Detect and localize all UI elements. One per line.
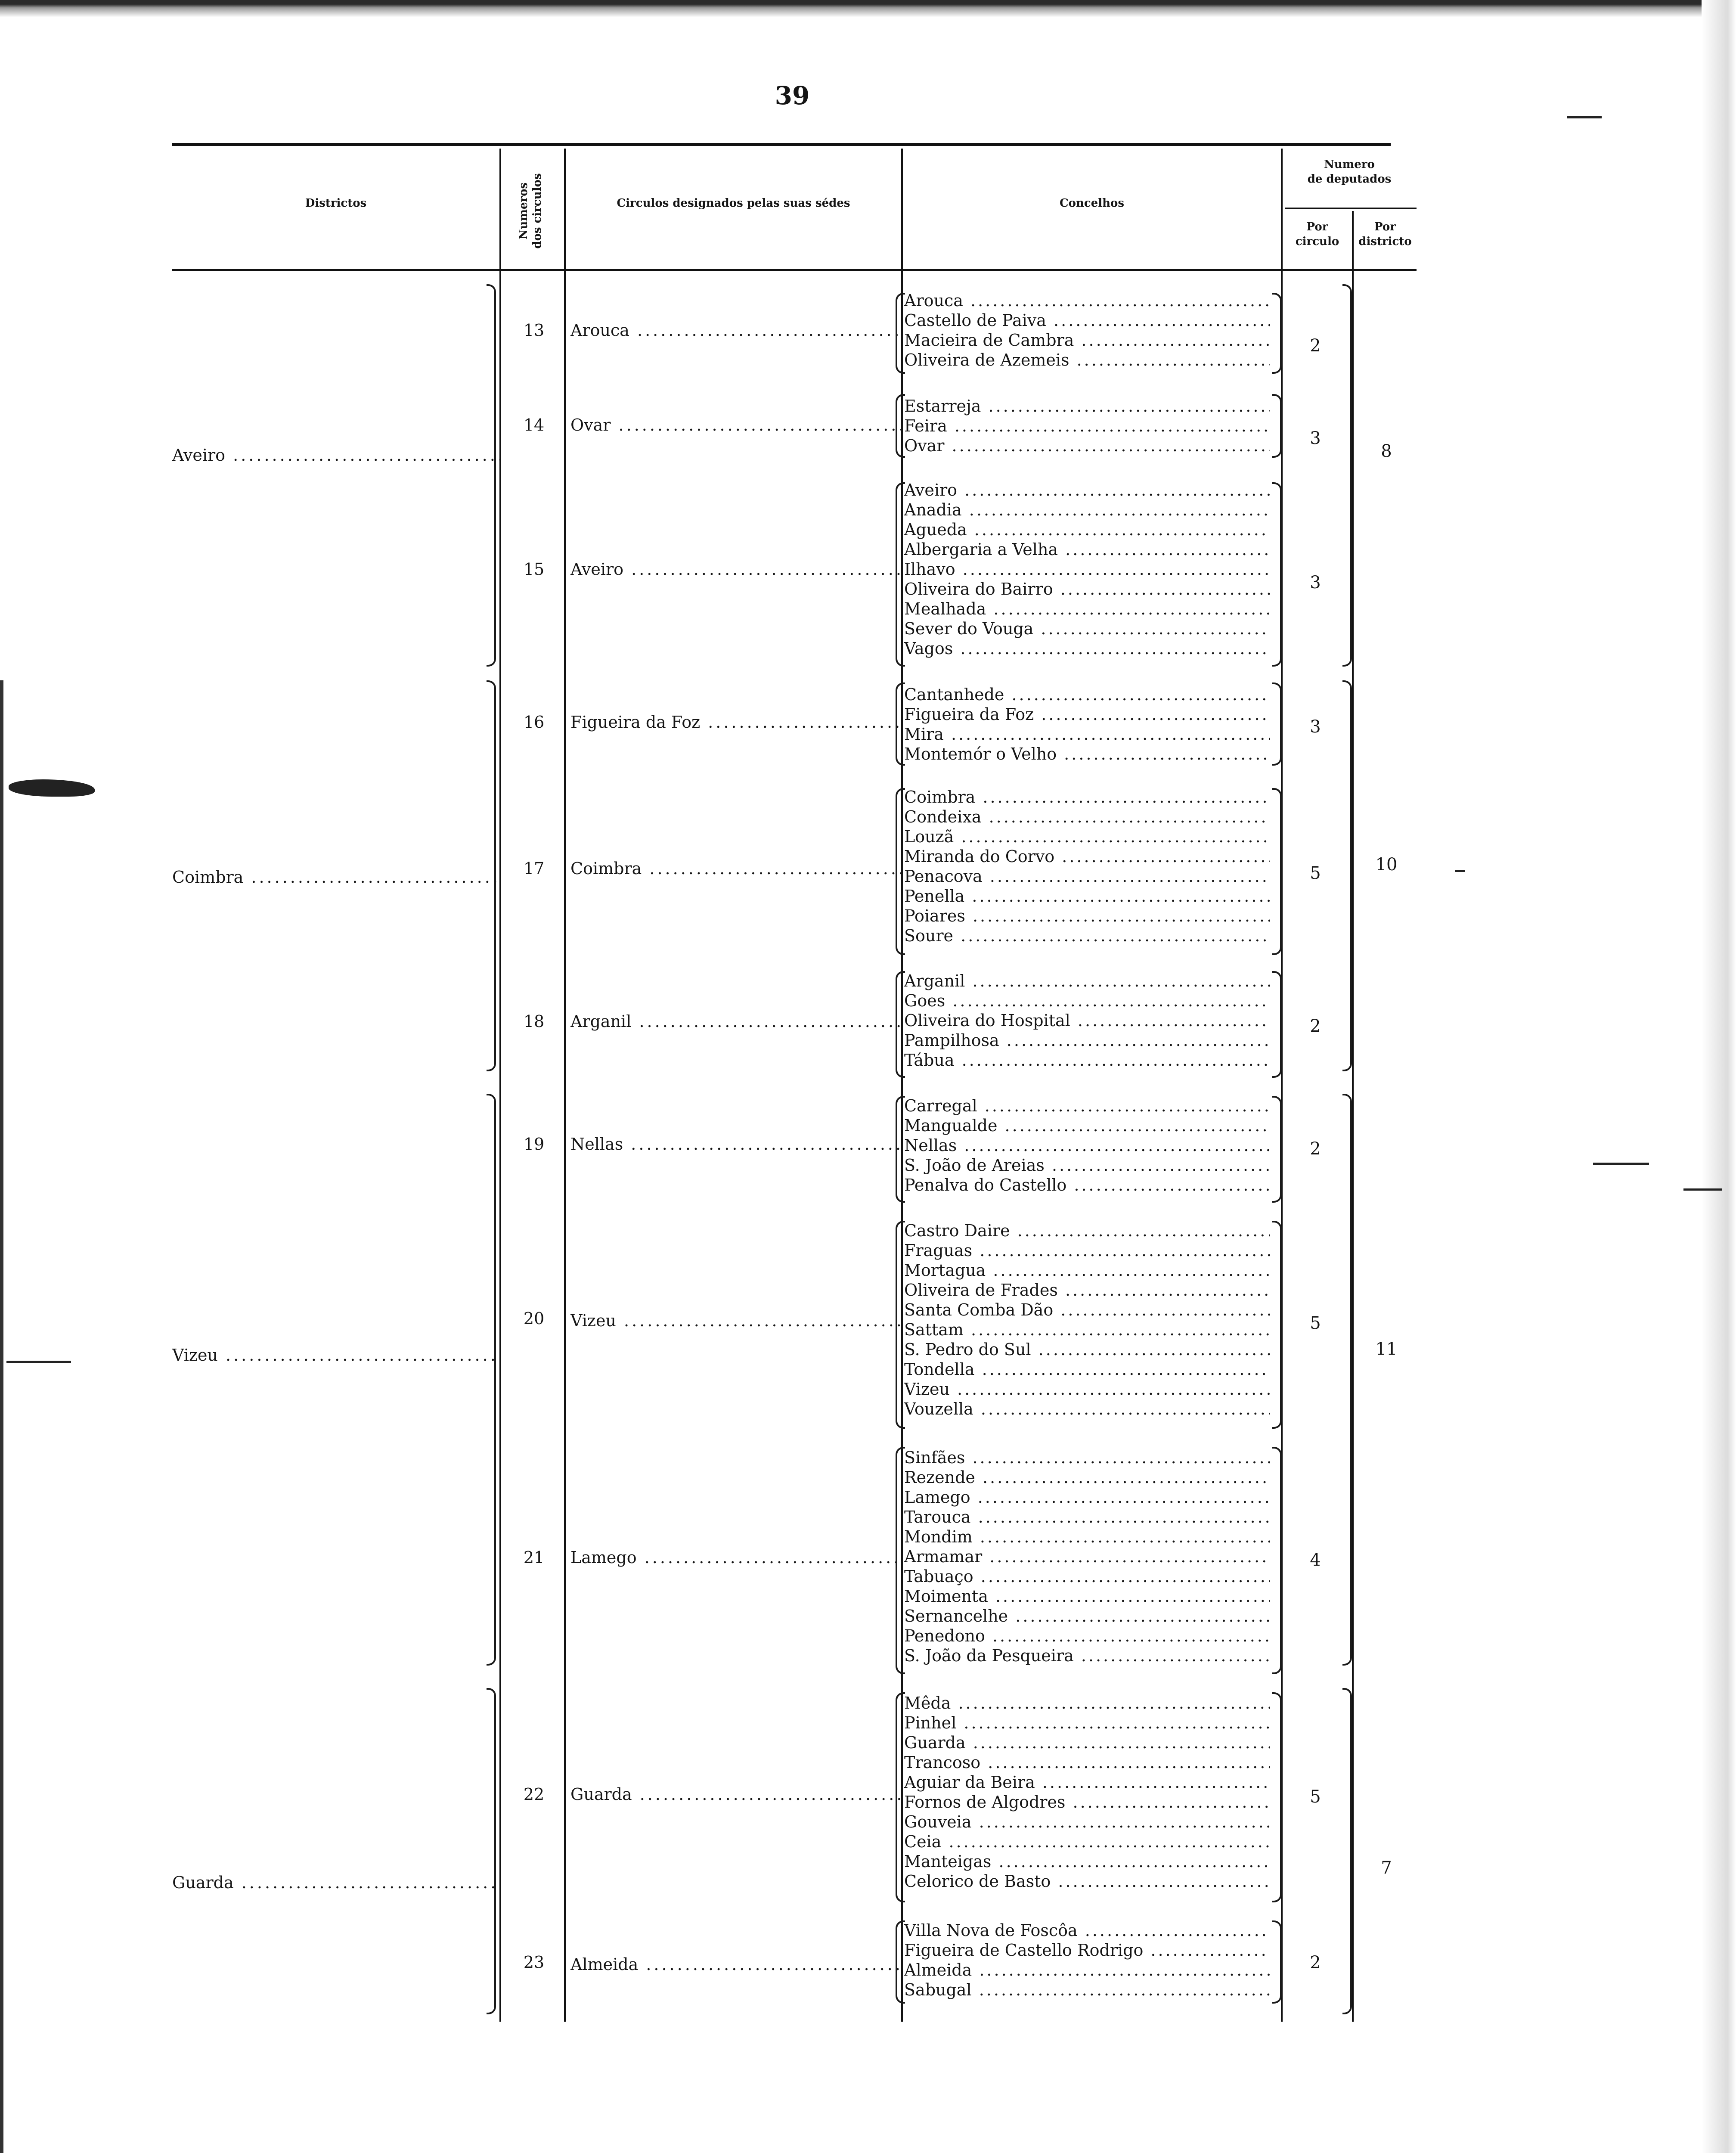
concelhos-brace <box>896 394 905 458</box>
concelho: Tondella ..... <box>904 1359 1270 1379</box>
concelho: Mira ..... <box>904 724 1270 744</box>
concelho: Tábua ..... <box>904 1050 1270 1070</box>
district-total-brace <box>1342 1094 1352 1666</box>
concelho: Arganil ..... <box>904 971 1270 991</box>
concelho: S. Pedro do Sul ..... <box>904 1340 1270 1359</box>
circle-number: 15 <box>523 560 545 579</box>
concelhos-brace <box>1272 1692 1282 1902</box>
concelho: Estarreja ..... <box>904 396 1270 416</box>
circle-deputados: 2 <box>1310 336 1321 356</box>
col-line-1 <box>499 149 501 2022</box>
concelho: Penedono ..... <box>904 1626 1270 1646</box>
scan-mark <box>6 1361 71 1363</box>
scan-edge-left <box>0 680 3 2153</box>
header-districtos: Districtos <box>305 197 367 210</box>
concelho: Sernancelhe ..... <box>904 1606 1270 1626</box>
concelhos-brace <box>1272 482 1282 667</box>
circle-number: 16 <box>523 713 545 732</box>
district-brace <box>487 1688 496 2014</box>
concelho: Villa Nova de Foscôa ..... <box>904 1920 1270 1940</box>
concelhos-brace <box>896 683 905 766</box>
circle-name: Nellas ..... <box>570 1135 902 1154</box>
district-brace <box>487 680 496 1071</box>
concelho: Gouveia ..... <box>904 1812 1270 1832</box>
concelhos-brace <box>1272 293 1282 374</box>
scan-mark <box>1455 870 1465 872</box>
circle-name: Guarda ..... <box>570 1785 902 1804</box>
concelhos-brace <box>896 971 905 1078</box>
district-deputados: 10 <box>1375 855 1398 875</box>
district-brace <box>487 1094 496 1666</box>
concelho: Armamar ..... <box>904 1547 1270 1567</box>
circle-number: 18 <box>523 1012 545 1031</box>
concelho: S. João de Areias ..... <box>904 1155 1270 1175</box>
concelhos-brace <box>896 1221 905 1429</box>
scan-mark <box>1593 1163 1649 1165</box>
concelho: Moimenta ..... <box>904 1586 1270 1606</box>
header-numeros-line2: dos circulos <box>531 173 544 249</box>
concelho: Sattam ..... <box>904 1320 1270 1340</box>
concelhos-brace <box>1272 394 1282 458</box>
district-name: Vizeu ..... <box>172 1346 499 1365</box>
concelho: Miranda do Corvo ..... <box>904 847 1270 866</box>
concelhos-brace <box>1272 971 1282 1078</box>
circle-number: 23 <box>523 1953 545 1972</box>
circle-deputados: 2 <box>1310 1953 1321 1973</box>
circle-name: Figueira da Foz ..... <box>570 713 902 732</box>
circle-deputados: 2 <box>1310 1016 1321 1036</box>
header-concelhos: Concelhos <box>1059 197 1125 210</box>
header-numeros-line1: Numeros <box>517 182 530 240</box>
concelho: Condeixa ..... <box>904 807 1270 827</box>
circle-deputados: 2 <box>1310 1139 1321 1159</box>
circle-number: 14 <box>523 416 545 434</box>
concelhos-brace <box>896 1692 905 1902</box>
col-line-5 <box>1352 211 1354 2022</box>
concelhos-brace <box>896 1920 905 2004</box>
district-name: Guarda ..... <box>172 1873 499 1892</box>
circle-deputados: 5 <box>1310 863 1321 883</box>
circle-deputados: 5 <box>1310 1787 1321 1807</box>
concelho: Tabuaço ..... <box>904 1567 1270 1586</box>
page-number: 39 <box>775 81 810 110</box>
concelho: Feira ..... <box>904 416 1270 436</box>
header-por-circulo-line2: circulo <box>1295 235 1339 248</box>
concelho: Lamego ..... <box>904 1487 1270 1507</box>
concelho: Poiares ..... <box>904 906 1270 926</box>
concelho: Penella ..... <box>904 886 1270 906</box>
header-por-circulo-line1: Por <box>1306 220 1328 233</box>
header-por-districto-line1: Por <box>1374 220 1396 233</box>
concelhos-brace <box>1272 1447 1282 1674</box>
circle-deputados: 3 <box>1310 573 1321 593</box>
district-total-brace <box>1342 1688 1352 2014</box>
header-numero-line1: Numero <box>1324 158 1375 171</box>
concelho: Mortagua ..... <box>904 1260 1270 1280</box>
concelho: Carregal ..... <box>904 1096 1270 1116</box>
header-numero-line2: de deputados <box>1307 173 1392 186</box>
circle-name: Arganil ..... <box>570 1012 902 1031</box>
concelho: Manteigas ..... <box>904 1852 1270 1871</box>
district-deputados: 8 <box>1381 441 1392 461</box>
concelho: Figueira de Castello Rodrigo ..... <box>904 1940 1270 1960</box>
concelho: Fraguas ..... <box>904 1241 1270 1260</box>
circle-number: 20 <box>523 1309 545 1328</box>
concelho: S. João da Pesqueira ..... <box>904 1646 1270 1666</box>
concelho: Aguiar da Beira ..... <box>904 1772 1270 1792</box>
header-bottom-rule <box>172 269 1417 271</box>
concelho: Soure ..... <box>904 926 1270 946</box>
concelho: Sinfães ..... <box>904 1448 1270 1467</box>
district-name: Aveiro ..... <box>172 446 499 465</box>
concelho: Oliveira do Hospital ..... <box>904 1011 1270 1030</box>
concelho: Coimbra ..... <box>904 787 1270 807</box>
concelho: Agueda ..... <box>904 520 1270 540</box>
circle-deputados: 5 <box>1310 1313 1321 1333</box>
circle-number: 19 <box>523 1135 545 1154</box>
scan-edge-right <box>1702 0 1736 2153</box>
concelho: Penacova ..... <box>904 866 1270 886</box>
concelho: Tarouca ..... <box>904 1507 1270 1527</box>
concelho: Mealhada ..... <box>904 599 1270 619</box>
concelhos-brace <box>896 293 905 374</box>
district-total-brace <box>1342 680 1352 1071</box>
header-por-circulo <box>1283 220 1352 249</box>
concelho: Anadia ..... <box>904 500 1270 520</box>
concelho: Vizeu ..... <box>904 1379 1270 1399</box>
concelhos-brace <box>896 1096 905 1203</box>
circle-number: 17 <box>523 859 545 878</box>
concelho: Nellas ..... <box>904 1135 1270 1155</box>
concelho: Albergaria a Velha ..... <box>904 540 1270 559</box>
concelho: Mêda ..... <box>904 1693 1270 1713</box>
circle-name: Ovar ..... <box>570 416 902 434</box>
concelho: Goes ..... <box>904 991 1270 1011</box>
concelho: Oliveira de Azemeis ..... <box>904 350 1270 370</box>
concelho: Pinhel ..... <box>904 1713 1270 1733</box>
concelho: Louzã ..... <box>904 827 1270 847</box>
concelho: Mangualde ..... <box>904 1116 1270 1135</box>
header-por-districto-line2: districto <box>1358 235 1412 248</box>
concelho: Rezende ..... <box>904 1467 1270 1487</box>
circle-deputados: 3 <box>1310 717 1321 737</box>
circle-name: Almeida ..... <box>570 1955 902 1974</box>
concelhos-brace <box>1272 683 1282 766</box>
concelho: Sabugal ..... <box>904 1980 1270 2000</box>
header-circulos: Circulos designados pelas suas sédes <box>617 197 850 210</box>
concelho: Ilhavo ..... <box>904 559 1270 579</box>
concelhos-brace <box>1272 788 1282 955</box>
header-numeros-circulos <box>517 146 547 276</box>
concelho: Vagos ..... <box>904 639 1270 658</box>
concelho: Oliveira de Frades ..... <box>904 1280 1270 1300</box>
scan-mark <box>9 779 95 797</box>
concelho: Santa Comba Dão ..... <box>904 1300 1270 1320</box>
concelhos-brace <box>1272 1096 1282 1203</box>
concelho: Penalva do Castello ..... <box>904 1175 1270 1195</box>
concelho: Vouzella ..... <box>904 1399 1270 1419</box>
district-name: Coimbra ..... <box>172 868 499 887</box>
circle-deputados: 4 <box>1310 1550 1321 1570</box>
concelho: Fornos de Algodres ..... <box>904 1792 1270 1812</box>
concelho: Ovar ..... <box>904 436 1270 456</box>
concelhos-brace <box>1272 1221 1282 1429</box>
concelhos-brace <box>896 1447 905 1674</box>
concelho: Castro Daire ..... <box>904 1221 1270 1241</box>
table-top-rule <box>172 143 1391 146</box>
circle-number: 13 <box>523 321 545 340</box>
district-deputados: 11 <box>1375 1339 1398 1359</box>
concelho: Macieira de Cambra ..... <box>904 330 1270 350</box>
scan-mark <box>1683 1188 1722 1191</box>
concelho: Castello de Paiva ..... <box>904 310 1270 330</box>
header-por-districto <box>1354 220 1417 249</box>
concelho: Celorico de Basto ..... <box>904 1871 1270 1891</box>
concelho: Figueira da Foz ..... <box>904 704 1270 724</box>
district-brace <box>487 284 496 667</box>
concelho: Montemór o Velho ..... <box>904 744 1270 764</box>
concelho: Ceia ..... <box>904 1832 1270 1852</box>
district-total-brace <box>1342 284 1352 667</box>
circle-number: 22 <box>523 1785 545 1804</box>
deputados-subheader-rule <box>1285 208 1417 209</box>
col-line-2 <box>564 149 566 2022</box>
concelho: Oliveira do Bairro ..... <box>904 579 1270 599</box>
circle-name: Arouca ..... <box>570 321 902 340</box>
concelho: Trancoso ..... <box>904 1753 1270 1772</box>
scan-mark <box>1567 116 1602 118</box>
circle-name: Coimbra ..... <box>570 859 902 878</box>
concelhos-brace <box>1272 1920 1282 2004</box>
concelhos-brace <box>896 482 905 667</box>
concelho: Mondim ..... <box>904 1527 1270 1547</box>
concelho: Aveiro ..... <box>904 480 1270 500</box>
concelho: Pampilhosa ..... <box>904 1030 1270 1050</box>
concelho: Guarda ..... <box>904 1733 1270 1753</box>
circle-number: 21 <box>523 1548 545 1567</box>
circle-name: Aveiro ..... <box>570 560 902 579</box>
concelhos-brace <box>896 788 905 955</box>
circle-name: Lamego ..... <box>570 1548 902 1567</box>
scan-edge-top <box>0 0 1736 17</box>
concelho: Arouca ..... <box>904 291 1270 310</box>
concelho: Cantanhede ..... <box>904 685 1270 704</box>
circle-deputados: 3 <box>1310 428 1321 448</box>
district-deputados: 7 <box>1381 1858 1392 1878</box>
concelho: Sever do Vouga ..... <box>904 619 1270 639</box>
circle-name: Vizeu ..... <box>570 1311 902 1330</box>
header-numero-deputados <box>1283 157 1416 186</box>
concelho: Almeida ..... <box>904 1960 1270 1980</box>
